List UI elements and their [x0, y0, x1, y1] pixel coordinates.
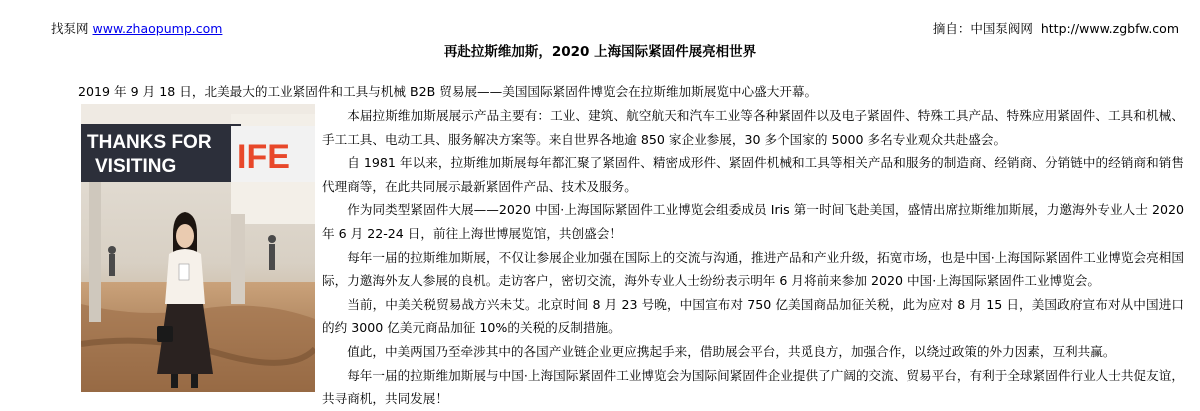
body-paragraph: 本届拉斯维加斯展展示产品主要有：工业、建筑、航空航天和汽车工业等各种紧固件以及电子紧固件、特殊工具产品、特殊应用紧固件、工具和机械、手工工具、电动工具、服务解决方案等。来自世界各地逾 850 家企业参展，30 多个国家的 5000 多名专业观众共赴盛会。: [322, 108, 1184, 147]
body-paragraph: 每年一届的拉斯维加斯展与中国·上海国际紧固件工业博览会为国际间紧固件企业提供了广阔的交流、贸易平台，有利于全球紧固件行业人士共促友谊，共寻商机，共同发展！: [322, 367, 1184, 407]
source-label: 找泵网: [51, 21, 89, 36]
excerpt-url: http://www.zgbfw.com: [1040, 21, 1179, 36]
body-paragraph: 作为同类型紧固件大展——2020 中国·上海国际紧固件工业博览会组委成员 Iris 第一时间飞赴美国，盛情出席拉斯维加斯展，力邀海外专业人士 2020 年 6 月 22-24 日，前往上海世博展览馆，共创盛会！: [322, 202, 1184, 241]
article-title: 再赴拉斯维加斯，2020 上海国际紧固件展亮相世界: [443, 44, 757, 60]
source-attribution: [51, 19, 222, 37]
lead-paragraph: 2019 年 9 月 18 日，北美最大的工业紧固件和工具与机械 B2B 贸易展——美国国际紧固件博览会在拉斯维加斯展览中心盛大开幕。: [78, 84, 818, 99]
exhibition-photo: [81, 104, 315, 392]
body-paragraph: 自 1981 年以来，拉斯维加斯展每年都汇聚了紧固件、精密成形件、紧固件机械和工具等相关产品和服务的制造商、经销商、分销链中的经销商和销售代理商等，在此共同展示最新紧固件产品、技术及服务。: [322, 155, 1184, 194]
source-link[interactable]: www.zhaopump.com: [92, 21, 223, 36]
body-paragraph: 值此，中美两国乃至牵涉其中的各国产业链企业更应携起手来，借助展会平台，共觅良方，加强合作，以绕过政策的外力因素，互利共赢。: [347, 343, 1116, 359]
article-body: [322, 104, 1184, 411]
banner-line-2: VISITING: [95, 156, 177, 177]
body-paragraph: 当前，中美关税贸易战方兴未艾。北京时间 8 月 23 号晚，中国宣布对 750 亿美国商品加征关税，此为应对 8 月 15 日，美国政府宣布对从中国进口的约 3000 亿美元商品加征 10%的关税的反制措施。: [322, 296, 1184, 336]
banner-line-1: THANKS FOR: [87, 132, 212, 153]
banner-logo: IFE: [237, 138, 290, 176]
body-paragraph: 每年一届的拉斯维加斯展，不仅让参展企业加强在国际上的交流与沟通，推进产品和产业升级，拓宽市场，也是中国·上海国际紧固件工业博览会亮相国际，力邀海外友人参展的良机。走访客户，密切交流，海外专业人士纷纷表示明年 6 月将前来参加 2020 中国·上海国际紧固件工业博览会。: [322, 249, 1184, 289]
excerpt-label: 摘自：中国泵阀网: [932, 21, 1033, 36]
excerpt-attribution: [933, 19, 1179, 37]
